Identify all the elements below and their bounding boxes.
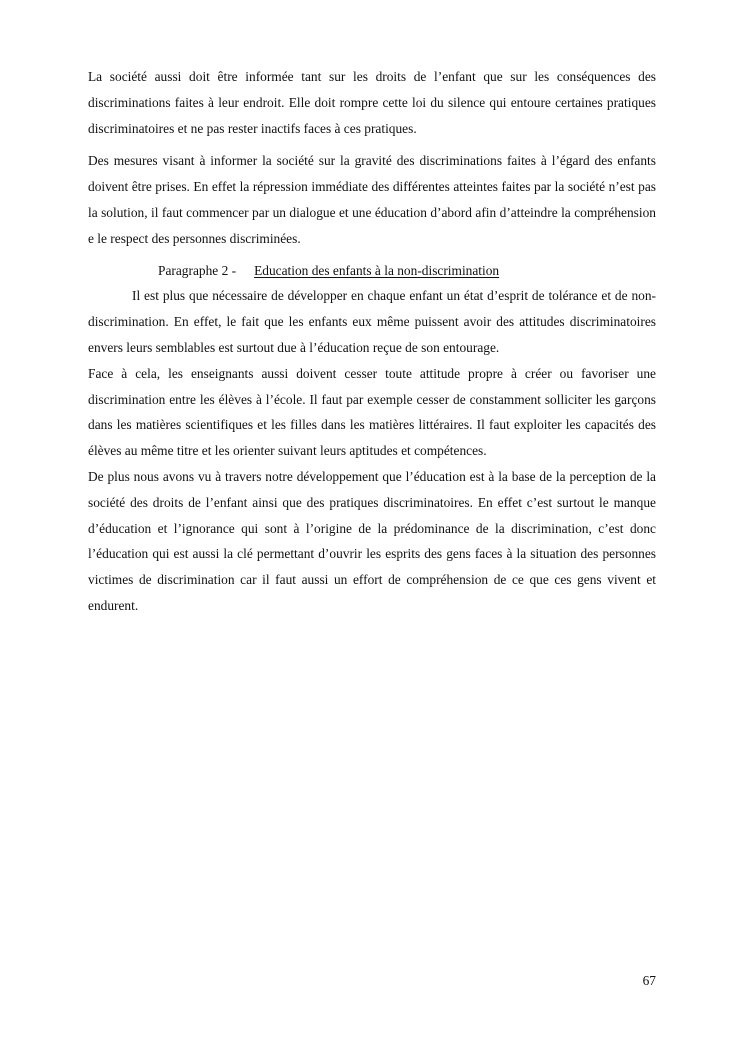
page-body xyxy=(88,64,656,619)
body-paragraph-society-informed: La société aussi doit être informée tant sur les droits de l’enfant que sur les conséquences des discriminations faites à leur endroit. Elle doit rompre cette loi du silence qui entoure certaines pratiques discriminatoires et ne pas rester inactifs faces à ces pratiques. xyxy=(88,69,656,136)
section-heading-label: Paragraphe 2 - xyxy=(158,262,237,278)
body-paragraph-awareness-measures: Des mesures visant à informer la société sur la gravité des discriminations faites à l’égard des enfants doivent être prises. En effet la répression immédiate des différentes atteintes faites par la société n’est pas la solution, il faut commencer par un dialogue et une éducation d’abord afin d’atteindre la compréhension e le respect des personnes discriminées. xyxy=(88,153,656,246)
section-heading xyxy=(88,258,656,284)
paragraph-spacer xyxy=(88,141,656,148)
section-heading-title: Education des enfants à la non-discrimination xyxy=(254,262,500,278)
page-number: 67 xyxy=(642,973,656,988)
body-paragraph-education-basis: De plus nous avons vu à travers notre développement que l’éducation est à la base de la perception de la société des droits de l’enfant ainsi que des pratiques discriminatoires. En effet c’est surtout le manque d’éducation et l’ignorance qui sont à l’origine de la prédominance de la discrimination, c’est donc l’éducation qui est aussi la clé permettant d’ouvrir les esprits des gens faces à la situation des personnes victimes de discrimination car il faut aussi un effort de compréhension de ce que ces gens vivent et endurent. xyxy=(88,468,656,613)
body-paragraph-teachers: Face à cela, les enseignants aussi doivent cesser toute attitude propre à créer ou favoriser une discrimination entre les élèves à l’école. Il faut par exemple cesser de constamment solliciter les garçons dans les matières scientifiques et les filles dans les matières littéraires. Il faut exploiter les capacités des élèves au même titre et les orienter suivant leurs aptitudes et compétences. xyxy=(88,365,656,459)
body-paragraph-tolerance: Il est plus que nécessaire de développer en chaque enfant un état d’esprit de tolérance et de non-discrimination. En effet, le fait que les enfants eux même puissent avoir des attitudes discriminatoires envers leurs semblables est surtout due à l’éducation reçue de son entourage. xyxy=(88,288,656,355)
